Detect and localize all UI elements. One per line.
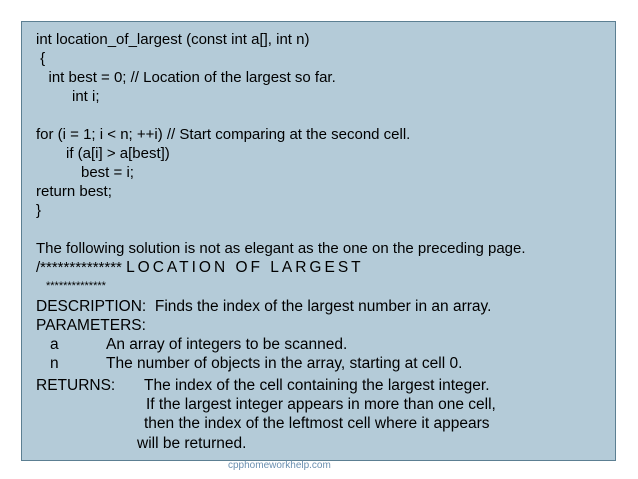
code-line-best-declaration: int best = 0; // Location of the largest so far. (36, 69, 336, 86)
returns-line-2: If the largest integer appears in more than one cell, (146, 396, 496, 413)
returns-line-3: then the index of the leftmost cell where it appears (144, 415, 490, 432)
comment-stars-line: ************** (46, 280, 106, 292)
returns-label: RETURNS: (36, 377, 116, 394)
code-line-i-declaration: int i; (72, 88, 100, 105)
returns-line-4: will be returned. (137, 435, 247, 452)
description-line: DESCRIPTION: Finds the index of the largest number in an array. (36, 298, 492, 315)
footer-website: cpphomeworkhelp.com (228, 460, 331, 471)
code-line-for-loop: for (i = 1; i < n; ++i) // Start comparing at the second cell. (36, 126, 411, 143)
returns-line-1: The index of the cell containing the largest integer. (144, 377, 490, 394)
code-line-assignment: best = i; (81, 164, 134, 181)
code-line-if-statement: if (a[i] > a[best]) (66, 145, 170, 162)
comment-title: LOCATION OF LARGEST (126, 259, 364, 276)
code-line-function-signature: int location_of_largest (const int a[], int n) (36, 31, 310, 48)
code-line-open-brace: { (36, 50, 46, 67)
parameters-heading: PARAMETERS: (36, 317, 146, 334)
comment-open-stars: /************** (36, 259, 127, 276)
comment-header (36, 260, 364, 276)
param-n-name: n (50, 355, 59, 372)
param-n-description: The number of objects in the array, starting at cell 0. (106, 355, 463, 372)
code-line-close-brace: } (36, 202, 42, 219)
param-a-description: An array of integers to be scanned. (106, 336, 348, 353)
intro-text: The following solution is not as elegant as the one on the preceding page. (36, 240, 526, 257)
code-line-return: return best; (36, 183, 112, 200)
param-a-name: a (50, 336, 59, 353)
